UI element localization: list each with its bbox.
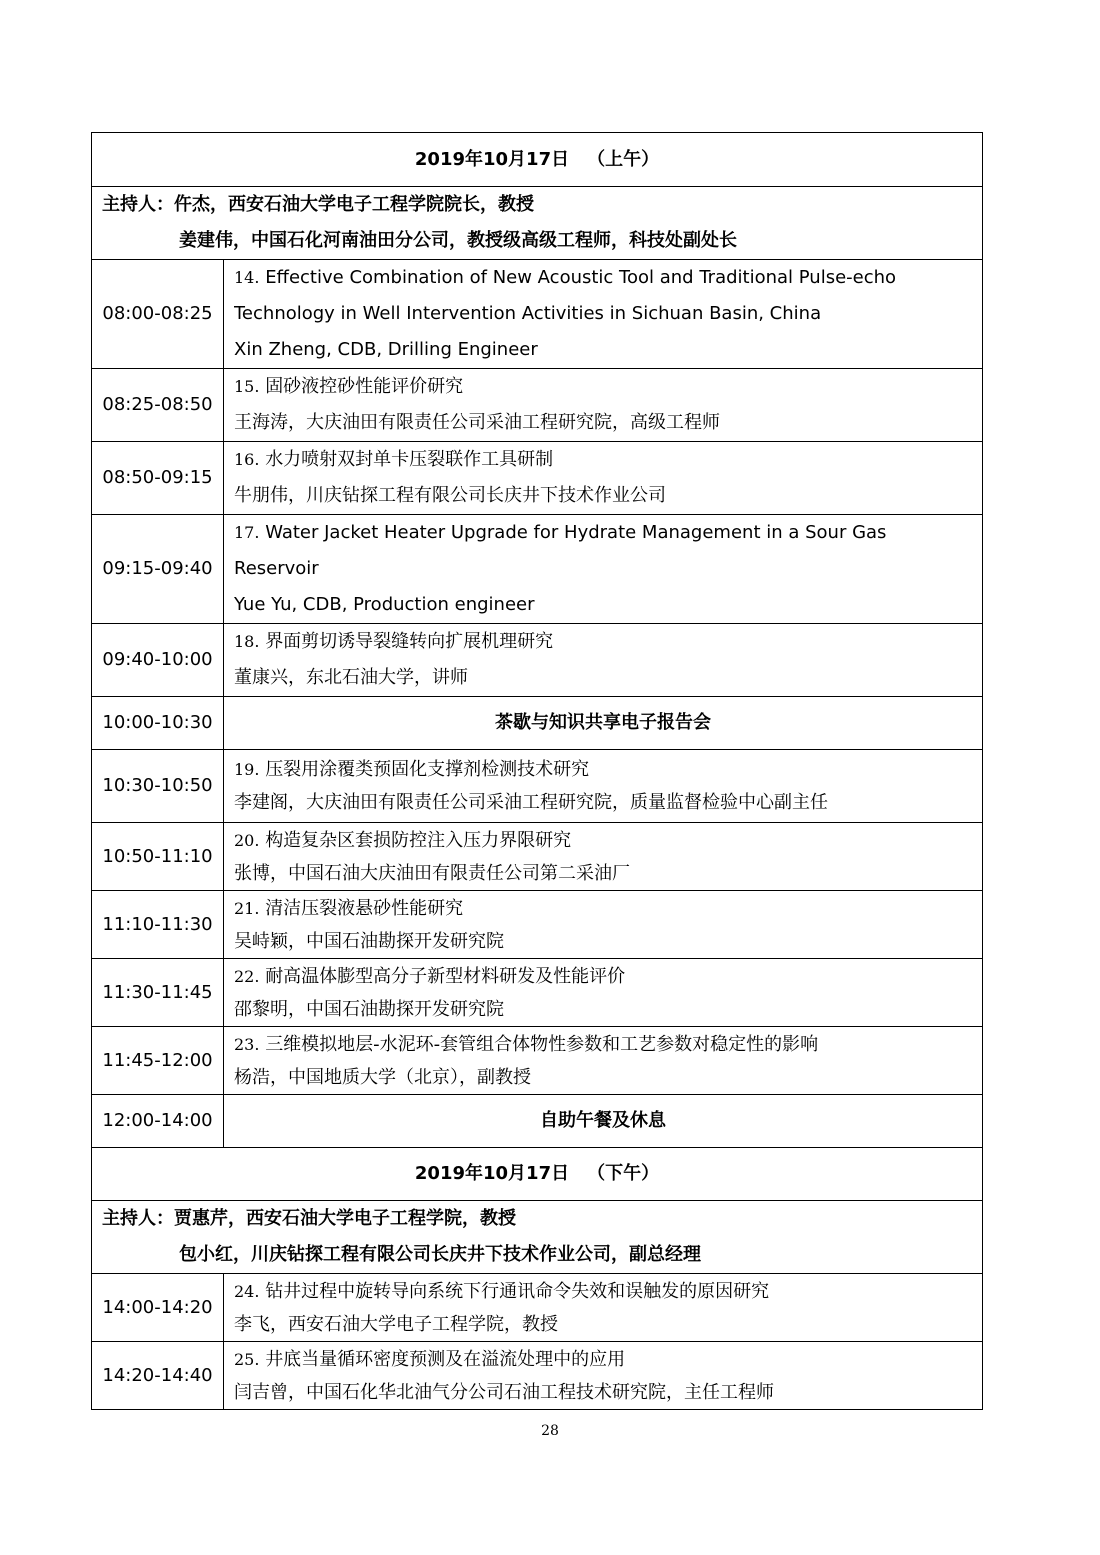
talk-title-line [234, 960, 976, 993]
talk-speaker: Xin Zheng, CDB, Drilling Engineer [234, 339, 538, 360]
talk-time: 10:30-10:50 [92, 750, 224, 823]
talk-title-line [234, 260, 976, 296]
host-primary: 仵杰，西安石油大学电子工程学院院长，教授 [174, 194, 534, 215]
schedule-table [91, 132, 983, 1410]
talk-title-line [234, 892, 976, 925]
host-cell [92, 187, 983, 260]
talk-details [224, 1342, 983, 1410]
talk-title: Technology in Well Intervention Activities in Sichuan Basin, China [234, 303, 822, 324]
host-label: 主持人： [102, 1208, 174, 1229]
talk-title-line [234, 824, 976, 857]
talk-row [92, 959, 983, 1027]
talk-row [92, 1274, 983, 1342]
talk-row [92, 1342, 983, 1410]
host-secondary: 包小红，川庆钻探工程有限公司长庆井下技术作业公司，副总经理 [179, 1244, 701, 1265]
talk-title: 固砂液控砂性能评价研究 [265, 376, 464, 397]
talk-details [224, 823, 983, 891]
talk-row [92, 442, 983, 515]
talk-title: 清洁压裂液悬砂性能研究 [265, 897, 464, 919]
talk-time: 08:25-08:50 [92, 369, 224, 442]
talk-speaker: 吴峙颖，中国石油勘探开发研究院 [234, 930, 504, 952]
talk-title: 耐高温体膨型高分子新型材料研发及性能评价 [265, 965, 626, 987]
talk-number: 21. [234, 898, 260, 918]
talk-title: 界面剪切诱导裂缝转向扩展机理研究 [265, 631, 554, 652]
talk-title-line [234, 369, 976, 405]
talk-row [92, 369, 983, 442]
talk-row [92, 750, 983, 823]
host-cell [92, 1201, 983, 1274]
talk-speaker: 王海涛，大庆油田有限责任公司采油工程研究院，高级工程师 [234, 412, 720, 433]
page-number: 28 [541, 1423, 559, 1439]
talk-details [224, 515, 983, 624]
talk-title: 构造复杂区套损防控注入压力界限研究 [265, 829, 572, 851]
talk-title: Reservoir [234, 558, 319, 579]
talk-details [224, 750, 983, 823]
talk-title: 钻井过程中旋转导向系统下行通讯命令失效和误触发的原因研究 [265, 1280, 770, 1302]
host-line-1 [102, 187, 982, 223]
talk-speaker: 牛朋伟，川庆钻探工程有限公司长庆井下技术作业公司 [234, 485, 666, 506]
talk-title-line [234, 753, 976, 786]
host-line-1 [102, 1201, 982, 1237]
talk-time: 14:20-14:40 [92, 1342, 224, 1410]
talk-title: 水力喷射双封单卡压裂联作工具研制 [265, 449, 554, 470]
schedule-body [92, 133, 983, 1410]
session-header [92, 1148, 983, 1201]
talk-details [224, 624, 983, 697]
break-row [92, 697, 983, 750]
talk-details [224, 1274, 983, 1342]
talk-details [224, 369, 983, 442]
talk-title-line [234, 1343, 976, 1376]
talk-number: 16. [234, 450, 260, 469]
talk-row [92, 1027, 983, 1095]
talk-title: 井底当量循环密度预测及在溢流处理中的应用 [265, 1348, 626, 1370]
talk-speaker: 李飞，西安石油大学电子工程学院，教授 [234, 1313, 558, 1335]
talk-row [92, 260, 983, 369]
talk-title-line [234, 1275, 976, 1308]
talk-title-line [234, 442, 976, 478]
host-row [92, 1201, 983, 1274]
session-period: （上午） [587, 148, 660, 170]
talk-row [92, 515, 983, 624]
talk-number: 19. [234, 760, 260, 779]
talk-title-line [234, 1028, 976, 1061]
talk-number: 18. [234, 632, 260, 651]
session-date: 2019年10月17日 [414, 1163, 570, 1184]
talk-speaker: 李建阁，大庆油田有限责任公司采油工程研究院，质量监督检验中心副主任 [234, 792, 828, 813]
break-label: 茶歇与知识共享电子报告会 [224, 697, 983, 750]
talk-details [224, 959, 983, 1027]
talk-title-line [234, 551, 976, 587]
talk-time: 11:30-11:45 [92, 959, 224, 1027]
host-row [92, 187, 983, 260]
talk-details [224, 1027, 983, 1095]
talk-speaker: Yue Yu, CDB, Production engineer [234, 594, 535, 615]
host-primary: 贾惠芹，西安石油大学电子工程学院，教授 [174, 1208, 516, 1229]
talk-number: 17. [234, 523, 260, 542]
talk-speaker: 张博，中国石油大庆油田有限责任公司第二采油厂 [234, 862, 630, 884]
session-header-row [92, 1148, 983, 1201]
talk-speaker: 董康兴，东北石油大学，讲师 [234, 667, 468, 688]
talk-time: 09:15-09:40 [92, 515, 224, 624]
talk-time: 09:40-10:00 [92, 624, 224, 697]
talk-time: 11:45-12:00 [92, 1027, 224, 1095]
host-label: 主持人： [102, 194, 174, 215]
talk-number: 23. [234, 1034, 260, 1054]
talk-speaker: 邵黎明，中国石油勘探开发研究院 [234, 998, 504, 1020]
talk-row [92, 823, 983, 891]
talk-number: 25. [234, 1349, 260, 1369]
talk-time: 14:00-14:20 [92, 1274, 224, 1342]
talk-title: 压裂用涂覆类预固化支撑剂检测技术研究 [265, 759, 590, 780]
talk-time: 08:00-08:25 [92, 260, 224, 369]
talk-title-line [234, 515, 976, 551]
talk-title: 三维模拟地层-水泥环-套管组合体物性参数和工艺参数对稳定性的影响 [265, 1033, 819, 1055]
talk-details [224, 891, 983, 959]
talk-title-line [234, 624, 976, 660]
session-period: （下午） [587, 1163, 660, 1184]
talk-time: 10:50-11:10 [92, 823, 224, 891]
break-time: 12:00-14:00 [92, 1095, 224, 1148]
talk-details [224, 260, 983, 369]
talk-details [224, 442, 983, 515]
talk-number: 24. [234, 1281, 260, 1301]
talk-title: Water Jacket Heater Upgrade for Hydrate Management in a Sour Gas [265, 522, 887, 543]
talk-number: 15. [234, 377, 260, 396]
talk-speaker: 闫吉曾，中国石化华北油气分公司石油工程技术研究院，主任工程师 [234, 1381, 774, 1403]
talk-row [92, 891, 983, 959]
talk-time: 08:50-09:15 [92, 442, 224, 515]
talk-title: Effective Combination of New Acoustic Tool and Traditional Pulse-echo [265, 267, 897, 288]
session-header-row [92, 133, 983, 187]
talk-speaker: 杨浩，中国地质大学（北京），副教授 [234, 1066, 531, 1088]
host-secondary: 姜建伟，中国石化河南油田分公司，教授级高级工程师，科技处副处长 [179, 230, 737, 251]
talk-number: 22. [234, 966, 260, 986]
talk-time: 11:10-11:30 [92, 891, 224, 959]
talk-number: 20. [234, 830, 260, 850]
break-time: 10:00-10:30 [92, 697, 224, 750]
talk-row [92, 624, 983, 697]
session-header [92, 133, 983, 187]
break-row [92, 1095, 983, 1148]
talk-title-line [234, 296, 976, 332]
break-label: 自助午餐及休息 [224, 1095, 983, 1148]
session-date: 2019年10月17日 [414, 148, 570, 170]
talk-number: 14. [234, 268, 260, 287]
